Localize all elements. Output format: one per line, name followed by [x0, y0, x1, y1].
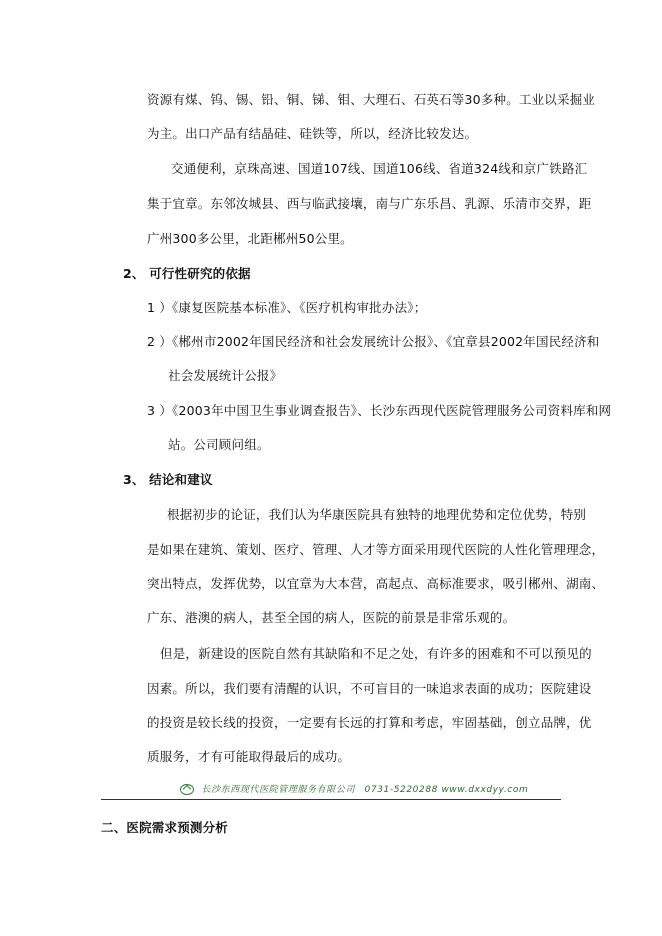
list-item: 2 ）《郴州市2002年国民经济和社会发展统计公报》、《宜章县2002年国民经济和: [147, 334, 600, 349]
paragraph-line: 广东、港澳的病人，甚至全国的病人，医院的前景是非常乐观的。: [147, 610, 516, 625]
paragraph-line: 广州300多公里，北距郴州50公里。: [147, 231, 353, 246]
paragraph-line: 因素。所以，我们要有清醒的认识，不可盲目的一味追求表面的成功；医院建设: [147, 681, 592, 696]
paragraph-line: 突出特点，发挥优势，以宜章为大本营，高起点、高标准要求，吸引郴州、湖南、: [147, 576, 605, 591]
paragraph-line: 集于宜章。东邻汝城县、西与临武接壤，南与广东乐昌、乳源、乐清市交界，距: [147, 196, 592, 211]
paragraph-line: 的投资是较长线的投资，一定要有长远的打算和考虑，牢固基础，创立品牌，优: [147, 715, 592, 730]
paragraph-line: 为主。出口产品有结晶硅、硅铁等，所以，经济比较发达。: [147, 126, 478, 141]
chapter-heading: 二、医院需求预测分析: [101, 820, 229, 835]
paragraph-line: 但是，新建设的医院自然有其缺陷和不足之处，有许多的困难和不可以预见的: [160, 646, 592, 661]
company-logo-icon: [180, 784, 194, 795]
page-footer: [180, 784, 528, 796]
footer-company: 长沙东西现代医院管理服务有限公司: [201, 785, 356, 795]
paragraph-line: 资源有煤、钨、锡、铅、铜、锑、钼、大理石、石英石等30多种。工业以采掘业: [147, 92, 596, 107]
footer-contact: 0731-5220288 www.dxxdyy.com: [364, 785, 529, 795]
footer-divider: [101, 799, 561, 800]
list-item-continuation: 站。公司顾问组。: [168, 437, 270, 452]
section-heading: 3、 结论和建议: [123, 472, 213, 487]
list-item-continuation: 社会发展统计公报》: [168, 368, 283, 383]
paragraph-line: 是如果在建筑、策划、医疗、管理、人才等方面采用现代医院的人性化管理理念，: [147, 542, 605, 557]
list-item: 3 ）《2003年中国卫生事业调查报告》、长沙东西现代医院管理服务公司资料库和网: [147, 403, 612, 418]
list-item: 1 ）《康复医院基本标准》、《医疗机构审批办法》；: [147, 300, 427, 315]
paragraph-line: 根据初步的论证，我们认为华康医院具有独特的地理优势和定位优势，特别: [167, 507, 587, 522]
paragraph-line: 质服务，才有可能取得最后的成功。: [147, 749, 351, 764]
paragraph-line: 交通便利，京珠高速、国道107线、国道106线、省道324线和京广铁路汇: [171, 161, 588, 176]
section-heading: 2、 可行性研究的依据: [123, 266, 251, 281]
